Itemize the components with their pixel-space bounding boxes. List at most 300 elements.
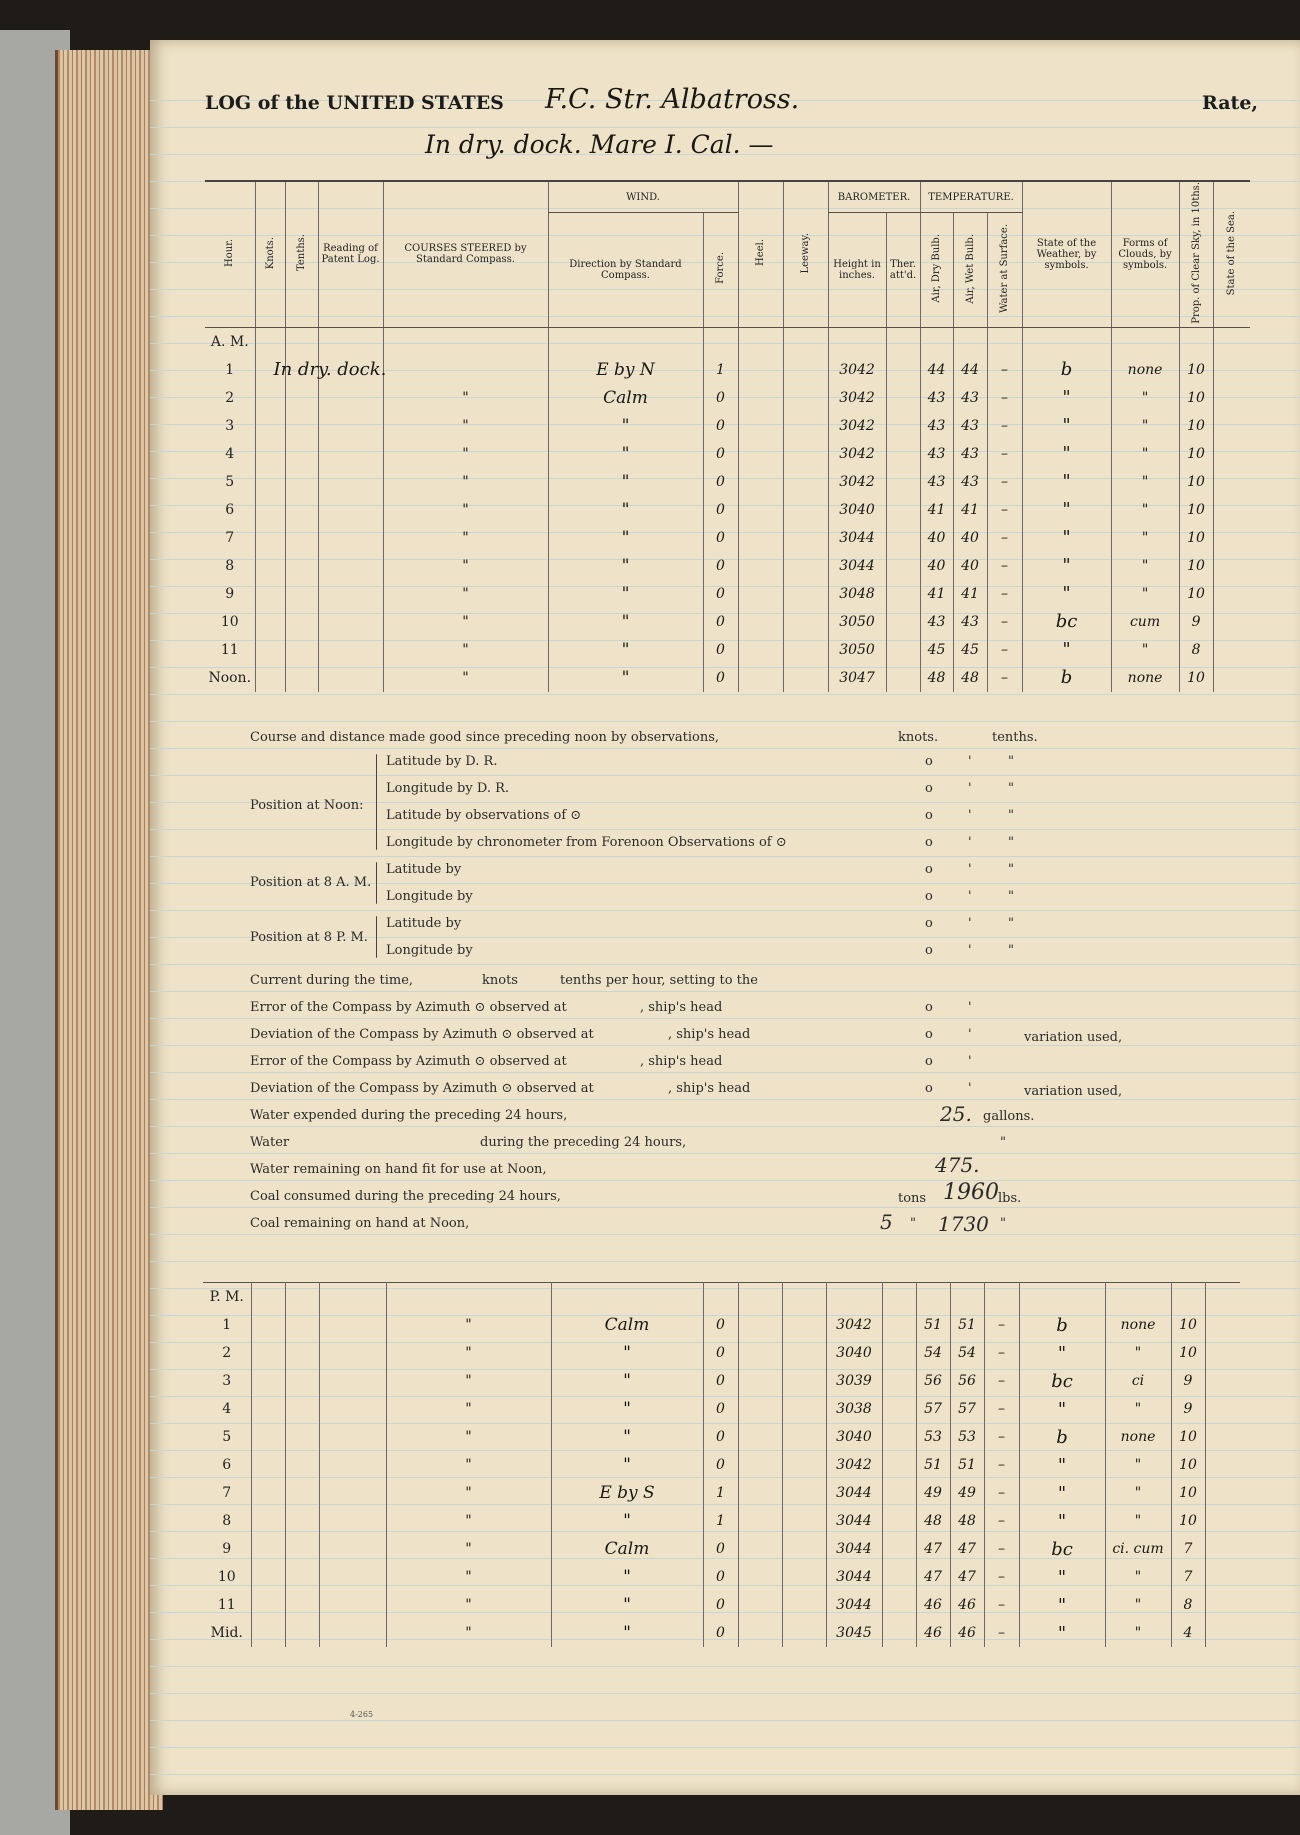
deviation-compass-2: Deviation of the Compass by Azimuth ⊙ observed at [250, 1081, 594, 1096]
ther-cell [882, 1423, 916, 1451]
empty-cell [1022, 327, 1111, 356]
water-surface-cell: – [984, 1619, 1019, 1647]
air-wet-cell: 57 [950, 1395, 984, 1423]
log-row [203, 1451, 1240, 1479]
empty-cell [953, 327, 987, 356]
air-dry-cell: 43 [920, 468, 953, 496]
air-wet-cell: 41 [953, 496, 987, 524]
log-row [205, 356, 1250, 384]
current-tenths-label: tenths per hour, setting to the [560, 973, 758, 988]
course-cell: " [386, 1535, 551, 1563]
ruled-line [150, 1153, 1300, 1154]
patent-log-cell [318, 468, 383, 496]
force-cell: 0 [703, 1619, 738, 1647]
empty-cell [987, 327, 1022, 356]
coal-remaining-lbs-ditto: " [1000, 1216, 1006, 1231]
ther-cell [886, 664, 920, 692]
force-cell: 0 [703, 580, 738, 608]
course-cell: " [386, 1339, 551, 1367]
knots-cell [255, 440, 285, 468]
knots-cell [251, 1395, 285, 1423]
wind-cell: " [548, 664, 703, 692]
empty-cell [1213, 327, 1250, 356]
clouds-cell: " [1105, 1395, 1171, 1423]
sea-cell [1205, 1535, 1240, 1563]
sea-cell [1205, 1591, 1240, 1619]
weather-cell: " [1019, 1619, 1105, 1647]
dms-min-mark: ' [968, 781, 972, 796]
ther-cell [882, 1619, 916, 1647]
patent-log-cell [319, 1423, 386, 1451]
clear-sky-cell: 9 [1171, 1367, 1205, 1395]
coal-remaining-ditto: " [910, 1216, 916, 1231]
sea-cell [1213, 496, 1250, 524]
course-cell: " [386, 1619, 551, 1647]
coal-remaining-lbs: 1730 [938, 1212, 989, 1236]
air-wet-cell: 47 [950, 1563, 984, 1591]
knots-cell [251, 1535, 285, 1563]
sea-cell [1213, 440, 1250, 468]
air-dry-cell: 43 [920, 384, 953, 412]
baro-cell: 3040 [828, 496, 886, 524]
force-cell: 0 [703, 1367, 738, 1395]
tenths-cell [285, 1507, 319, 1535]
compass-min-mark: ' [968, 1027, 972, 1042]
knots-label: knots. [898, 730, 939, 745]
ther-cell [882, 1395, 916, 1423]
leeway-cell [783, 580, 828, 608]
water-surface-cell: – [984, 1395, 1019, 1423]
patent-log-cell [318, 580, 383, 608]
water-surface-cell: – [984, 1339, 1019, 1367]
water-during-ditto: " [1000, 1135, 1006, 1150]
air-wet-cell: 43 [953, 608, 987, 636]
patent-log-cell [319, 1367, 386, 1395]
heel-cell [738, 608, 783, 636]
empty-cell [882, 1283, 916, 1312]
water-surface-cell: – [987, 664, 1022, 692]
hour-cell: Noon. [208, 669, 252, 686]
col-hour: Hour. [224, 238, 236, 267]
leeway-cell [783, 412, 828, 440]
empty-cell [886, 327, 920, 356]
patent-log-cell [318, 384, 383, 412]
empty-cell [703, 327, 738, 356]
clear-sky-cell: 9 [1179, 608, 1213, 636]
lbs-label: lbs. [998, 1191, 1022, 1206]
air-wet-cell: 43 [953, 412, 987, 440]
heel-cell [738, 664, 783, 692]
wind-cell: " [551, 1507, 703, 1535]
dms-min-mark: ' [968, 916, 972, 931]
air-dry-cell: 40 [920, 552, 953, 580]
wind-cell: Calm [548, 384, 703, 412]
water-expended-value: 25. [940, 1102, 972, 1126]
hour-cell: 10 [220, 613, 239, 630]
leeway-cell [782, 1451, 826, 1479]
course-cell: " [383, 608, 548, 636]
log-row [205, 468, 1250, 496]
pm-log-table [203, 1282, 1240, 1647]
tenths-cell [285, 1479, 319, 1507]
ruled-line [150, 1720, 1300, 1721]
wind-cell: E by N [548, 356, 703, 384]
force-cell: 0 [703, 1563, 738, 1591]
force-cell: 0 [703, 1423, 738, 1451]
ruled-line [150, 1234, 1300, 1235]
dms-deg-mark: o [925, 889, 933, 904]
sea-cell [1205, 1423, 1240, 1451]
air-wet-cell: 43 [953, 384, 987, 412]
dms-deg-mark: o [925, 781, 933, 796]
clear-sky-cell: 10 [1179, 580, 1213, 608]
tenths-cell [285, 1367, 319, 1395]
weather-cell: " [1022, 496, 1111, 524]
baro-cell: 3047 [828, 664, 886, 692]
hour-cell: 4 [225, 445, 235, 462]
compass-min-mark: ' [968, 1054, 972, 1069]
course-cell: " [386, 1507, 551, 1535]
compass-deg-mark: o [925, 1027, 933, 1042]
log-row [205, 608, 1250, 636]
heel-cell [738, 1367, 782, 1395]
empty-cell [782, 1283, 826, 1312]
leeway-cell [782, 1311, 826, 1339]
course-cell: " [383, 412, 548, 440]
clear-sky-cell: 10 [1179, 412, 1213, 440]
coal-remaining-label: Coal remaining on hand at Noon, [250, 1216, 470, 1231]
weather-cell: " [1019, 1451, 1105, 1479]
empty-cell [251, 1283, 285, 1312]
ruled-line [150, 1126, 1300, 1127]
air-dry-cell: 46 [916, 1619, 950, 1647]
ther-cell [882, 1479, 916, 1507]
baro-cell: 3045 [826, 1619, 882, 1647]
ships-head-3: , ship's head [640, 1054, 723, 1069]
rate-label: Rate, [1202, 92, 1259, 114]
empty-cell [738, 327, 783, 356]
tenths-cell [285, 1311, 319, 1339]
knots-cell [251, 1339, 285, 1367]
dms-min-mark: ' [968, 754, 972, 769]
baro-cell: 3040 [826, 1423, 882, 1451]
air-wet-cell: 40 [953, 552, 987, 580]
force-cell: 0 [703, 636, 738, 664]
course-cell: " [383, 384, 548, 412]
weather-cell: " [1022, 636, 1111, 664]
clouds-cell: " [1111, 552, 1179, 580]
log-row [203, 1563, 1240, 1591]
empty-cell [950, 1283, 984, 1312]
air-dry-cell: 47 [916, 1563, 950, 1591]
clear-sky-cell: 10 [1179, 440, 1213, 468]
hour-cell: 6 [225, 501, 235, 518]
ther-cell [886, 552, 920, 580]
sea-cell [1205, 1451, 1240, 1479]
empty-cell [386, 1283, 551, 1312]
log-row [203, 1507, 1240, 1535]
lat-8am-label: Latitude by [386, 862, 462, 877]
air-dry-cell: 43 [920, 440, 953, 468]
water-label: Water [250, 1135, 290, 1150]
hour-cell: 2 [225, 389, 235, 406]
clear-sky-cell: 10 [1179, 468, 1213, 496]
knots-cell [251, 1367, 285, 1395]
col-clouds: Forms of Clouds, by symbols. [1111, 181, 1179, 327]
weather-cell: b [1019, 1423, 1105, 1451]
ther-cell [886, 440, 920, 468]
wind-cell: " [551, 1591, 703, 1619]
col-patent-log: Reading of Patent Log. [318, 181, 383, 327]
clear-sky-cell: 4 [1171, 1619, 1205, 1647]
clouds-cell: " [1111, 524, 1179, 552]
log-row [203, 1619, 1240, 1647]
ruled-line [150, 721, 1300, 722]
knots-cell [255, 384, 285, 412]
ruled-line [150, 1072, 1300, 1073]
tenths-cell [285, 1591, 319, 1619]
current-knots-label: knots [482, 973, 518, 988]
force-cell: 0 [703, 468, 738, 496]
sea-cell [1205, 1311, 1240, 1339]
water-surface-cell: – [984, 1311, 1019, 1339]
water-surface-cell: – [987, 496, 1022, 524]
course-cell: " [386, 1311, 551, 1339]
heel-cell [738, 1507, 782, 1535]
dms-deg-mark: o [925, 943, 933, 958]
location-note: In dry. dock. Mare I. Cal. — [425, 130, 774, 159]
gallons-label: gallons. [983, 1109, 1035, 1124]
heel-cell [738, 384, 783, 412]
clear-sky-cell: 10 [1171, 1423, 1205, 1451]
course-cell: " [383, 468, 548, 496]
col-air-dry: Air, Dry Bulb. [931, 234, 943, 303]
leeway-cell [783, 636, 828, 664]
log-row [203, 1367, 1240, 1395]
force-cell: 0 [703, 496, 738, 524]
clouds-cell: " [1105, 1339, 1171, 1367]
col-air-wet: Air, Wet Bulb. [964, 233, 976, 304]
hour-cell: 8 [222, 1513, 232, 1529]
baro-cell: 3050 [828, 608, 886, 636]
knots-cell [255, 412, 285, 440]
baro-cell: 3044 [826, 1479, 882, 1507]
ruled-line [150, 1018, 1300, 1019]
position-8am-label: Position at 8 A. M. [250, 875, 372, 890]
lat-8pm-label: Latitude by [386, 916, 462, 931]
dms-min-mark: ' [968, 943, 972, 958]
tenths-cell [285, 1451, 319, 1479]
log-row [205, 664, 1250, 692]
weather-cell: " [1019, 1591, 1105, 1619]
heel-cell [738, 496, 783, 524]
dms-sec-mark: " [1008, 781, 1014, 796]
dms-sec-mark: " [1008, 862, 1014, 877]
ruled-line [150, 775, 1300, 776]
force-cell: 0 [703, 384, 738, 412]
hour-cell: 11 [217, 1597, 236, 1613]
air-dry-cell: 41 [920, 580, 953, 608]
lon-dr-label: Longitude by D. R. [386, 781, 509, 796]
clouds-cell: " [1111, 468, 1179, 496]
ther-cell [886, 608, 920, 636]
sea-cell [1213, 356, 1250, 384]
dms-sec-mark: " [1008, 808, 1014, 823]
weather-cell: " [1019, 1339, 1105, 1367]
wind-cell: " [548, 468, 703, 496]
clouds-cell: none [1111, 664, 1179, 692]
log-row [203, 1339, 1240, 1367]
force-cell: 0 [703, 524, 738, 552]
hour-cell: 8 [225, 557, 235, 574]
tenths-cell [285, 608, 318, 636]
weather-cell: " [1019, 1507, 1105, 1535]
heel-cell [738, 1479, 782, 1507]
heel-cell [738, 356, 783, 384]
leeway-cell [782, 1619, 826, 1647]
water-surface-cell: – [984, 1451, 1019, 1479]
force-cell: 0 [703, 664, 738, 692]
knots-cell [255, 524, 285, 552]
force-cell: 0 [703, 552, 738, 580]
dms-sec-mark: " [1008, 754, 1014, 769]
ther-cell [882, 1591, 916, 1619]
force-cell: 0 [703, 1311, 738, 1339]
lon-chron-label: Longitude by chronometer from Forenoon Observations of ⊙ [386, 835, 787, 850]
clear-sky-cell: 8 [1171, 1591, 1205, 1619]
compass-min-mark: ' [968, 1000, 972, 1015]
baro-cell: 3042 [828, 356, 886, 384]
course-cell: " [386, 1451, 551, 1479]
dms-sec-mark: " [1008, 943, 1014, 958]
coal-consumed-label: Coal consumed during the preceding 24 hours, [250, 1189, 561, 1204]
knots-cell [251, 1479, 285, 1507]
wind-cell: " [551, 1619, 703, 1647]
water-surface-cell: – [987, 608, 1022, 636]
clouds-cell: ci. cum [1105, 1535, 1171, 1563]
baro-cell: 3044 [828, 524, 886, 552]
brace-8pm [376, 916, 377, 958]
baro-cell: 3042 [826, 1451, 882, 1479]
wind-cell: " [548, 440, 703, 468]
course-cell: " [383, 636, 548, 664]
force-cell: 1 [703, 1479, 738, 1507]
empty-cell [285, 327, 318, 356]
tenths-cell [285, 412, 318, 440]
knots-cell [251, 1591, 285, 1619]
dms-sec-mark: " [1008, 916, 1014, 931]
air-dry-cell: 46 [916, 1591, 950, 1619]
empty-cell [255, 327, 285, 356]
course-cell: " [383, 580, 548, 608]
clouds-cell: " [1105, 1507, 1171, 1535]
air-dry-cell: 47 [916, 1535, 950, 1563]
clear-sky-cell: 10 [1171, 1339, 1205, 1367]
weather-cell: bc [1019, 1535, 1105, 1563]
ruled-line [150, 1261, 1300, 1262]
leeway-cell [782, 1535, 826, 1563]
wind-cell: " [548, 608, 703, 636]
empty-cell [984, 1283, 1019, 1312]
force-cell: 0 [703, 608, 738, 636]
empty-cell [1019, 1283, 1105, 1312]
baro-cell: 3044 [826, 1535, 882, 1563]
water-surface-cell: – [987, 468, 1022, 496]
col-clear-sky: Prop. of Clear Sky, in 10ths. [1190, 182, 1202, 324]
dms-deg-mark: o [925, 808, 933, 823]
clear-sky-cell: 10 [1171, 1451, 1205, 1479]
form-code: 4-265 [350, 1710, 374, 1719]
clouds-cell: none [1105, 1311, 1171, 1339]
patent-log-cell [318, 552, 383, 580]
air-wet-cell: 43 [953, 440, 987, 468]
leeway-cell [783, 552, 828, 580]
hour-cell: 1 [225, 361, 235, 378]
air-wet-cell: 46 [950, 1619, 984, 1647]
dms-min-mark: ' [968, 889, 972, 904]
sea-cell [1205, 1367, 1240, 1395]
ruled-line [150, 1747, 1300, 1748]
leeway-cell [782, 1367, 826, 1395]
dms-min-mark: ' [968, 835, 972, 850]
course-cell: " [383, 440, 548, 468]
clouds-cell: " [1105, 1563, 1171, 1591]
brace-8am [376, 862, 377, 904]
air-wet-cell: 48 [950, 1507, 984, 1535]
variation-used-2: variation used, [1024, 1084, 1123, 1099]
force-cell: 0 [703, 1535, 738, 1563]
clear-sky-cell: 10 [1179, 552, 1213, 580]
sea-cell [1205, 1563, 1240, 1591]
log-row [205, 552, 1250, 580]
clear-sky-cell: 10 [1179, 524, 1213, 552]
hour-cell: 2 [222, 1345, 232, 1361]
weather-cell: " [1022, 440, 1111, 468]
water-surface-cell: – [987, 440, 1022, 468]
clouds-cell: ci [1105, 1367, 1171, 1395]
leeway-cell [783, 384, 828, 412]
wind-cell: " [548, 412, 703, 440]
course-cell: " [383, 552, 548, 580]
water-surface-cell: – [984, 1535, 1019, 1563]
heel-cell [738, 580, 783, 608]
sea-cell [1213, 524, 1250, 552]
col-temperature: TEMPERATURE. [920, 181, 1022, 213]
weather-cell: " [1019, 1563, 1105, 1591]
sea-cell [1205, 1339, 1240, 1367]
knots-cell [255, 608, 285, 636]
water-surface-cell: – [984, 1479, 1019, 1507]
air-wet-cell: 51 [950, 1311, 984, 1339]
air-dry-cell: 44 [920, 356, 953, 384]
tenths-cell [285, 440, 318, 468]
course-cell: " [386, 1563, 551, 1591]
coal-consumed-value: 1960 [943, 1180, 999, 1205]
hour-cell: 1 [222, 1317, 232, 1333]
ther-cell [886, 524, 920, 552]
air-wet-cell: 46 [950, 1591, 984, 1619]
sea-cell [1213, 664, 1250, 692]
tenths-cell [285, 524, 318, 552]
deviation-compass-1: Deviation of the Compass by Azimuth ⊙ observed at [250, 1027, 594, 1042]
clear-sky-cell: 10 [1179, 384, 1213, 412]
dms-deg-mark: o [925, 754, 933, 769]
col-water-surface: Water at Surface. [999, 223, 1011, 313]
clouds-cell: none [1105, 1423, 1171, 1451]
course-cell: In dry. dock. [273, 356, 438, 384]
log-page [150, 40, 1300, 1795]
knots-cell [251, 1619, 285, 1647]
